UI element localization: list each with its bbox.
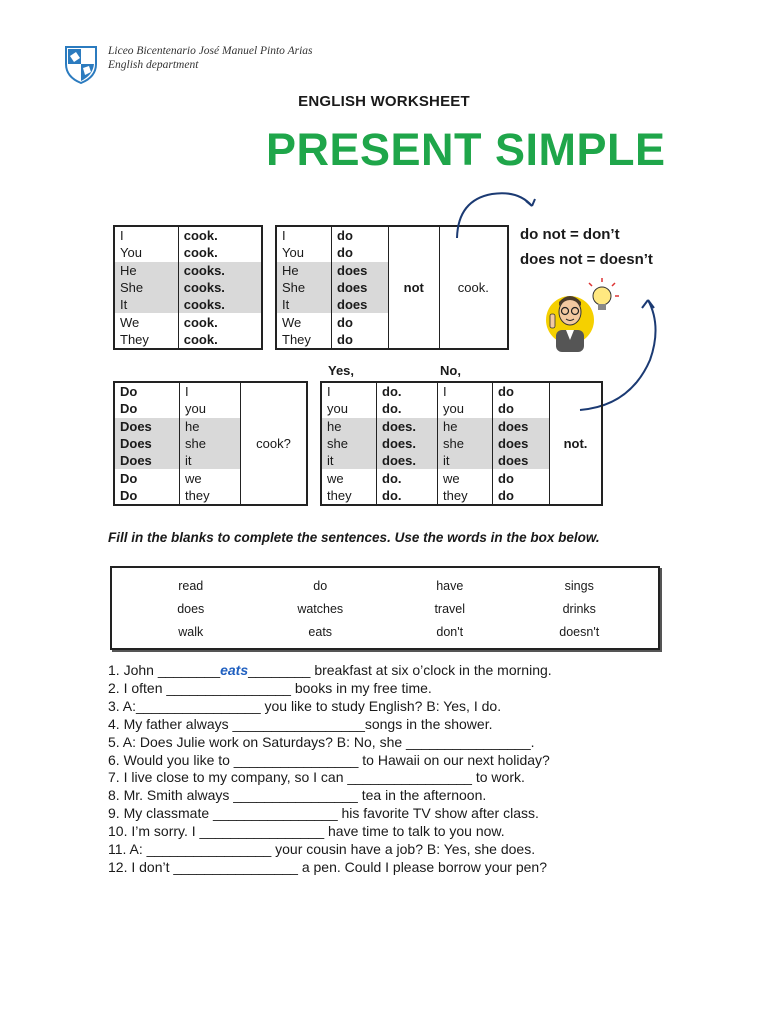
question-pronoun: they xyxy=(180,487,241,505)
no-auxiliary: does xyxy=(493,435,550,452)
topic-title: PRESENT SIMPLE xyxy=(266,124,666,175)
sentence-8: 8. Mr. Smith always ________________ tea in the afternoon. xyxy=(108,787,487,804)
sentence-4: 4. My father always _________________songs in the shower. xyxy=(108,715,493,732)
yes-pronoun: he xyxy=(321,418,377,435)
word-box xyxy=(110,566,660,650)
negative-auxiliary: do xyxy=(332,313,389,330)
no-pronoun: I xyxy=(438,382,493,400)
negative-not: not xyxy=(389,226,440,349)
no-pronoun: it xyxy=(438,452,493,469)
question-auxiliary: Do xyxy=(120,401,138,417)
school-line-2: English department xyxy=(108,59,199,71)
yes-auxiliary: do. xyxy=(377,400,438,417)
school-name xyxy=(108,44,313,72)
school-shield-logo xyxy=(64,44,98,84)
no-auxiliary: do xyxy=(493,469,550,486)
question-pronoun: you xyxy=(180,400,241,417)
sentence-2: 2. I often ________________ books in my free time. xyxy=(108,679,432,696)
question-pronoun: she xyxy=(180,435,241,452)
sentence-6: 6. Would you like to ________________ to Hawaii on our next holiday? xyxy=(108,751,550,768)
yes-auxiliary: does. xyxy=(377,418,438,435)
affirmative-pronoun: You xyxy=(120,245,142,261)
yes-auxiliary: do. xyxy=(377,487,438,505)
affirmative-verb: cooks. xyxy=(178,279,262,296)
no-pronoun: they xyxy=(438,487,493,505)
example-answer: eats xyxy=(220,662,249,678)
sentence-11: 11. A: ________________ your cousin have a job? B: Yes, she does. xyxy=(108,841,536,858)
word-option: read xyxy=(178,579,204,593)
affirmative-verb: cook. xyxy=(178,226,262,244)
negative-pronoun: You xyxy=(282,245,304,261)
affirmative-pronoun: They xyxy=(120,331,149,347)
question-auxiliary: Do xyxy=(120,487,138,503)
affirmative-pronoun: He xyxy=(114,262,178,279)
question-auxiliary: Does xyxy=(114,418,180,435)
affirmative-pronoun: It xyxy=(114,296,178,313)
short-answers-table xyxy=(320,381,603,506)
sentence-list xyxy=(108,662,552,877)
question-auxiliary: Do xyxy=(120,384,138,400)
negative-auxiliary: does xyxy=(332,262,389,279)
sentence-3: 3. A:________________ you like to study English? B: Yes, I do. xyxy=(108,697,502,714)
yes-auxiliary: do. xyxy=(377,469,438,486)
word-option: doesn't xyxy=(559,625,600,639)
affirmative-verb: cook. xyxy=(178,244,262,261)
exercise-instruction: Fill in the blanks to complete the sentences. Use the words in the box below. xyxy=(108,530,600,545)
sentence-5: 5. A: Does Julie work on Saturdays? B: No, she ________________. xyxy=(108,733,535,750)
word-option: have xyxy=(436,579,464,593)
affirmative-verb: cook. xyxy=(178,331,262,349)
question-verb: cook? xyxy=(241,382,308,505)
word-option: drinks xyxy=(562,602,596,616)
no-auxiliary: does xyxy=(493,418,550,435)
yes-pronoun: we xyxy=(327,470,344,486)
yes-pronoun: they xyxy=(327,487,352,503)
negative-pronoun: It xyxy=(276,296,332,313)
yes-pronoun: she xyxy=(321,435,377,452)
negative-pronoun: I xyxy=(282,228,286,244)
no-auxiliary: do xyxy=(493,487,550,505)
no-not: not. xyxy=(550,382,603,505)
contraction-does-not: does not = doesn’t xyxy=(520,251,653,268)
word-option: does xyxy=(177,602,205,616)
yes-auxiliary: do. xyxy=(377,382,438,400)
worksheet-title: ENGLISH WORKSHEET xyxy=(298,93,470,110)
negative-auxiliary: do xyxy=(332,244,389,261)
yes-auxiliary: does. xyxy=(377,452,438,469)
question-auxiliary: Does xyxy=(114,435,180,452)
yes-pronoun: I xyxy=(327,384,331,400)
question-pronoun: it xyxy=(180,452,241,469)
no-auxiliary: does xyxy=(493,452,550,469)
sentence-9: 9. My classmate ________________ his favorite TV show after class. xyxy=(108,805,539,822)
word-option: do xyxy=(313,579,328,593)
contraction-do-not: do not = don’t xyxy=(520,226,620,243)
word-option: eats xyxy=(308,625,333,639)
question-auxiliary: Do xyxy=(120,470,138,486)
negative-auxiliary: do xyxy=(332,331,389,349)
no-pronoun: we xyxy=(438,469,493,486)
question-pronoun: we xyxy=(180,469,241,486)
negative-auxiliary: does xyxy=(332,296,389,313)
yes-auxiliary: does. xyxy=(377,435,438,452)
word-option: watches xyxy=(297,602,344,616)
affirmative-table xyxy=(113,225,263,350)
no-pronoun: he xyxy=(438,418,493,435)
sentence-7: 7. I live close to my company, so I can ________________ to work. xyxy=(108,769,525,786)
affirmative-pronoun: We xyxy=(120,314,140,330)
no-label: No, xyxy=(440,363,461,378)
sentence-10: 10. I’m sorry. I ________________ have time to talk to you now. xyxy=(108,823,505,840)
question-auxiliary: Does xyxy=(114,452,180,469)
sentence-1-end: ________ breakfast at six o’clock in the morning. xyxy=(248,662,552,678)
question-pronoun: I xyxy=(180,382,241,400)
yes-label: Yes, xyxy=(328,363,355,378)
word-option: sings xyxy=(564,579,594,593)
negative-auxiliary: do xyxy=(332,226,389,244)
negative-auxiliary: does xyxy=(332,279,389,296)
question-pronoun: he xyxy=(180,418,241,435)
affirmative-pronoun: She xyxy=(114,279,178,296)
no-pronoun: you xyxy=(438,400,493,417)
sentence-1 xyxy=(108,662,552,680)
affirmative-pronoun: I xyxy=(120,228,124,244)
no-pronoun: she xyxy=(438,435,493,452)
yes-pronoun: it xyxy=(321,452,377,469)
negative-pronoun: We xyxy=(282,314,302,330)
no-auxiliary: do xyxy=(493,382,550,400)
yes-pronoun: you xyxy=(327,401,348,417)
affirmative-verb: cook. xyxy=(178,313,262,330)
word-option: walk xyxy=(178,625,204,639)
negative-pronoun: He xyxy=(276,262,332,279)
negative-pronoun: She xyxy=(276,279,332,296)
sentence-1-start: 1. John ________ xyxy=(108,662,221,678)
affirmative-verb: cooks. xyxy=(178,296,262,313)
no-auxiliary: do xyxy=(493,400,550,417)
affirmative-verb: cooks. xyxy=(178,262,262,279)
negative-pronoun: They xyxy=(282,331,311,347)
negative-verb: cook. xyxy=(439,226,508,349)
word-option: travel xyxy=(434,602,466,616)
word-option: don't xyxy=(436,625,464,639)
sentence-12: 12. I don’t ________________ a pen. Could I please borrow your pen? xyxy=(108,858,548,875)
school-line-1: Liceo Bicentenario José Manuel Pinto Arias xyxy=(108,45,313,57)
question-table xyxy=(113,381,308,506)
